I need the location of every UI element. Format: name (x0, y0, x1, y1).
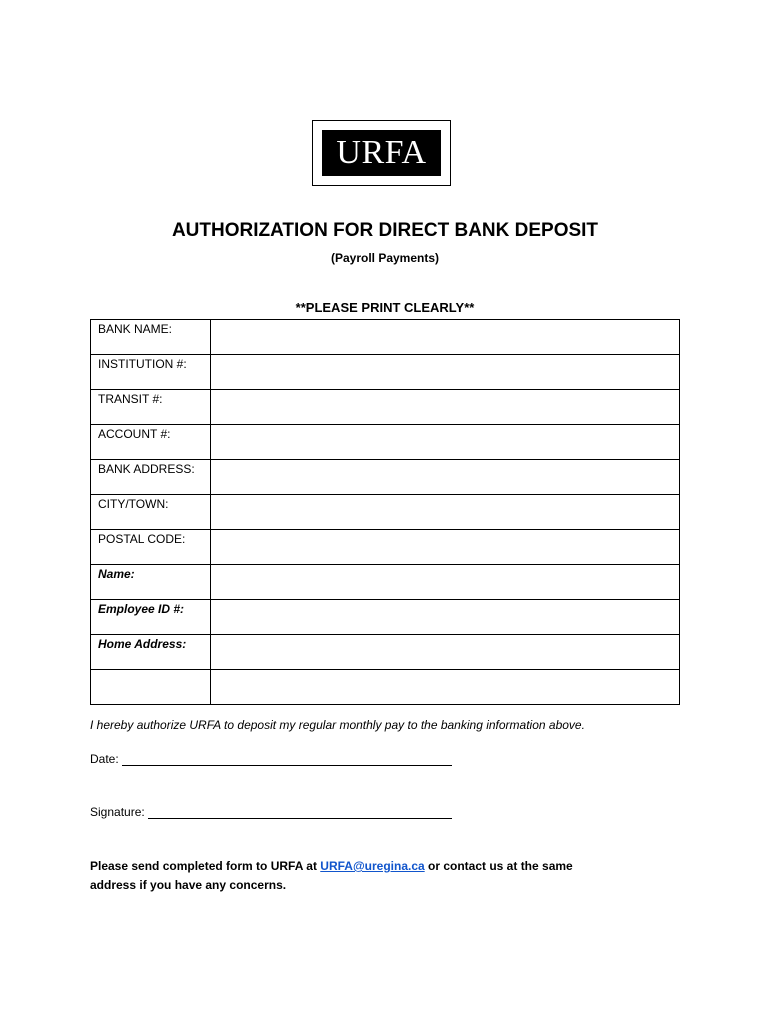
city-town-field[interactable] (210, 495, 679, 530)
table-row (91, 565, 680, 600)
account-number-label: ACCOUNT #: (91, 425, 211, 460)
signature-row (90, 805, 452, 819)
table-row (91, 460, 680, 495)
institution-number-label: INSTITUTION #: (91, 355, 211, 390)
postal-code-field[interactable] (210, 530, 679, 565)
authorization-statement: I hereby authorize URFA to deposit my regular monthly pay to the banking information above. (90, 718, 585, 732)
submission-instructions (90, 857, 610, 895)
institution-number-field[interactable] (210, 355, 679, 390)
table-row (91, 530, 680, 565)
table-row (91, 600, 680, 635)
transit-number-field[interactable] (210, 390, 679, 425)
table-row (91, 670, 680, 705)
signature-line[interactable] (148, 805, 452, 819)
name-label: Name: (91, 565, 211, 600)
table-row (91, 495, 680, 530)
home-address-continued-field[interactable] (210, 670, 679, 705)
instructions-text-start: Please send completed form to URFA at (90, 859, 321, 873)
table-row (91, 635, 680, 670)
logo-frame (312, 120, 451, 186)
bank-info-table (90, 319, 680, 705)
table-row (91, 320, 680, 355)
transit-number-label: TRANSIT #: (91, 390, 211, 425)
table-row (91, 425, 680, 460)
form-title: AUTHORIZATION FOR DIRECT BANK DEPOSIT (171, 220, 599, 241)
date-label: Date: (90, 752, 119, 766)
postal-code-label: POSTAL CODE: (91, 530, 211, 565)
form-subtitle: (Payroll Payments) (330, 251, 440, 265)
urfa-logo: URFA (322, 130, 441, 176)
date-line[interactable] (122, 752, 452, 766)
signature-label: Signature: (90, 805, 145, 819)
bank-name-field[interactable] (210, 320, 679, 355)
home-address-field[interactable] (210, 635, 679, 670)
employee-id-label: Employee ID #: (91, 600, 211, 635)
account-number-field[interactable] (210, 425, 679, 460)
home-address-continued-label (91, 670, 211, 705)
bank-address-label: BANK ADDRESS: (91, 460, 211, 495)
name-field[interactable] (210, 565, 679, 600)
home-address-label: Home Address: (91, 635, 211, 670)
city-town-label: CITY/TOWN: (91, 495, 211, 530)
print-clearly-note: **PLEASE PRINT CLEARLY** (295, 300, 475, 315)
bank-address-field[interactable] (210, 460, 679, 495)
employee-id-field[interactable] (210, 600, 679, 635)
table-row (91, 355, 680, 390)
bank-name-label: BANK NAME: (91, 320, 211, 355)
urfa-email-link[interactable]: URFA@uregina.ca (320, 859, 425, 873)
instructions-text-end: or contact us at the same address if you have any concerns. (90, 859, 573, 892)
date-row (90, 752, 452, 766)
table-row (91, 390, 680, 425)
